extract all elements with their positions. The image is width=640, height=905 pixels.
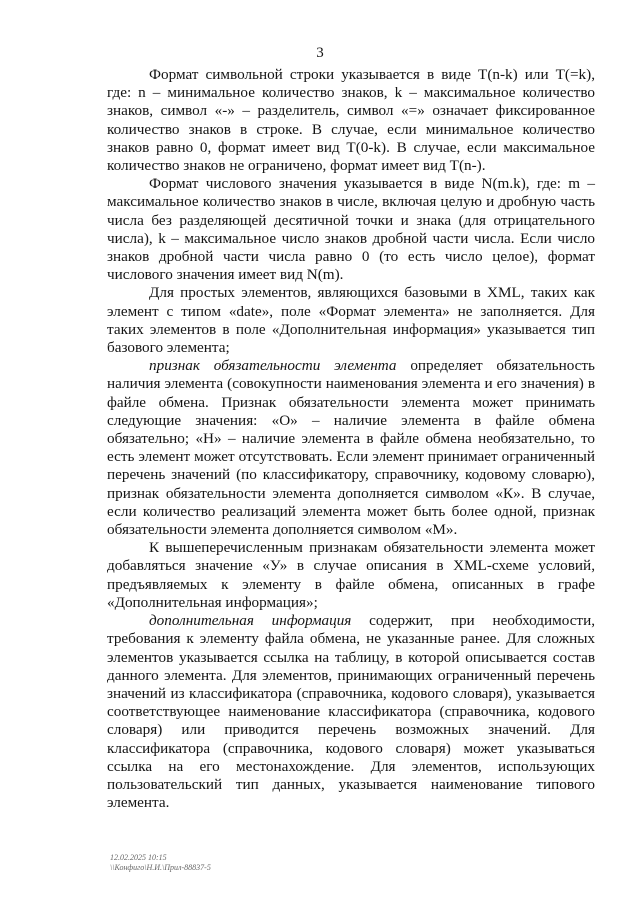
paragraph-numeric-format: [107, 175, 595, 284]
paragraph-text: Для простых элементов, являющихся базовыми в XML, таких как элемент с типом «date», поле «Формат элемента» не заполняется. Для таких элементов в поле «Дополнительная информация» указывается тип базового элемента;: [107, 284, 595, 357]
paragraph-lead: дополнительная информация: [149, 612, 352, 630]
paragraph-text: К вышеперечисленным признакам обязательности элемента может добавляться значение «У» в случае описания в XML-схеме условий, предъявляемых к элементу в файле обмена, описанных в графе «Дополнительная информация»;: [107, 539, 595, 611]
footer-file-path: \\Конфиго\Н.И.\Прил-88837-5: [110, 863, 211, 872]
page-number: 3: [316, 45, 324, 61]
paragraph-lead: признак обязательности элемента: [149, 357, 397, 375]
paragraph-mandatory-flag: [107, 357, 595, 539]
paragraph-text: Формат символьной строки указывается в виде T(n-k) или T(=k), где: n – минимальное количество знаков, k – максимальное количество знаков, символ «-» – разделитель, символ «=» означает фиксированное количество знаков в строке. В случае, если минимальное количество знаков равно 0, формат имеет вид T(0-k). В случае, если максимальное количество знаков не ограничено, формат имеет вид T(n-).: [107, 66, 595, 175]
paragraph-simple-elements: [107, 284, 595, 357]
document-body: [107, 66, 595, 812]
paragraph-additional-info: [107, 612, 595, 812]
paragraph-text: определяет обязательность наличия элемента (совокупности наименования элемента и его значения) в файле обмена. Признак обязательности элемента может принимать следующие значения: «О» – наличие элемента в файле обмена обязательно; «Н» – наличие элемента в файле обмена необязательно, то есть элемент может отсутствовать. Если элемент принимает ограниченный перечень значений (по классификатору, справочнику, кодовому словарю), признак обязательности элемента дополняется символом «К». В случае, если количество реализаций элемента может быть более одной, признак обязательности элемента дополняется символом «М».: [107, 357, 595, 539]
paragraph-string-format: [107, 66, 595, 175]
footer-stamp: [110, 853, 211, 873]
footer-timestamp: 12.02.2025 10:15: [110, 853, 167, 862]
paragraph-text: содержит, при необходимости, требования к элементу файла обмена, не указанные ранее. Для сложных элементов указывается ссылка на таблицу, в которой описывается состав данного элемента. Для элементов, принимающих ограниченный перечень значений из классификатора (справочника, кодового словаря), указывается соответствующее наименование классификатора (справочника, кодового словаря) или приводится перечень возможных значений. Для классификатора (справочника, кодового словаря) может указываться ссылка на его местонахождение. Для элементов, использующих пользовательский тип данных, указывается наименование типового элемента.: [107, 612, 595, 812]
paragraph-condition-flag: [107, 539, 595, 612]
paragraph-text: Формат числового значения указывается в виде N(m.k), где: m – максимальное количество знаков в числе, включая целую и дробную часть числа без разделяющей десятичной точки и знака (для отрицательного числа), k – максимальное число знаков дробной части числа. Если число знаков дробной части числа равно 0 (то есть число целое), формат числового значения имеет вид N(m).: [107, 175, 595, 284]
